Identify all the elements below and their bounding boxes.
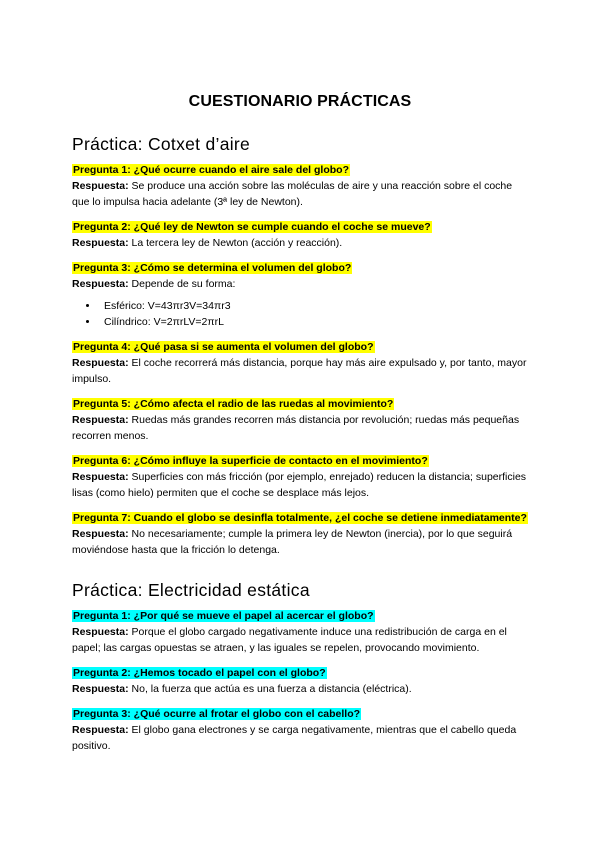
answer <box>72 624 528 656</box>
answer <box>72 235 528 251</box>
section-title: Práctica: Electricidad estática <box>72 580 310 600</box>
question-text: Pregunta 2: ¿Qué ley de Newton se cumple cuando el coche se mueve? <box>73 221 431 233</box>
answer <box>72 178 528 210</box>
question-text: Pregunta 3: ¿Cómo se determina el volumen del globo? <box>73 262 352 274</box>
answer <box>72 355 528 387</box>
question <box>72 396 528 412</box>
qa-list <box>72 608 528 754</box>
question-text: Pregunta 2: ¿Hemos tocado el papel con el globo? <box>73 667 326 679</box>
qa-item-3 <box>72 260 528 330</box>
answer-label: Respuesta: <box>72 414 129 426</box>
section-cotxet-aire <box>72 133 528 558</box>
answer-text: Superficies con más fricción (por ejemplo, enrejado) reducen la distancia; superficies lisas (como hielo) permiten que el coche se desplace más lejos. <box>72 471 527 499</box>
question <box>72 608 528 624</box>
document-title: CUESTIONARIO PRÁCTICAS <box>188 93 412 110</box>
qa-item-2 <box>72 219 528 251</box>
qa-item-6 <box>72 453 528 501</box>
answer-label: Respuesta: <box>72 237 129 249</box>
answer-label: Respuesta: <box>72 180 129 192</box>
qa-item-4 <box>72 339 528 387</box>
answer <box>72 276 528 292</box>
answer-label: Respuesta: <box>72 683 129 695</box>
question-text: Pregunta 1: ¿Por qué se mueve el papel al acercar el globo? <box>73 610 374 622</box>
answer <box>72 681 528 697</box>
answer-label: Respuesta: <box>72 626 129 638</box>
formula-item-cylinder: • Cilíndrico: V=2πrLV=2πrL <box>99 314 528 330</box>
answer-text: Depende de su forma: <box>131 278 236 290</box>
answer-label: Respuesta: <box>72 278 129 290</box>
answer-text: El coche recorrerá más distancia, porque hay más aire expulsado y, por tanto, mayor impulso. <box>72 357 527 385</box>
qa-item-3 <box>72 706 528 754</box>
section-title: Práctica: Cotxet d’aire <box>72 134 251 154</box>
question-text: Pregunta 6: ¿Cómo influye la superficie de contacto en el movimiento? <box>73 455 428 467</box>
question-text: Pregunta 4: ¿Qué pasa si se aumenta el volumen del globo? <box>73 341 374 353</box>
question <box>72 510 528 526</box>
question <box>72 665 528 681</box>
qa-item-7 <box>72 510 528 558</box>
answer <box>72 412 528 444</box>
answer-text: No necesariamente; cumple la primera ley de Newton (inercia), por lo que seguirá moviéndose hasta que la fricción lo detenga. <box>72 528 513 556</box>
qa-list <box>72 162 528 558</box>
answer-label: Respuesta: <box>72 471 129 483</box>
question <box>72 453 528 469</box>
answer <box>72 469 528 501</box>
question <box>72 219 528 235</box>
section-electricidad-estatica <box>72 579 528 754</box>
qa-item-5 <box>72 396 528 444</box>
question-text: Pregunta 5: ¿Cómo afecta el radio de las ruedas al movimiento? <box>73 398 394 410</box>
answer-label: Respuesta: <box>72 357 129 369</box>
qa-item-1 <box>72 162 528 210</box>
question <box>72 260 528 276</box>
answer-text: La tercera ley de Newton (acción y reacción). <box>131 237 343 249</box>
answer <box>72 526 528 558</box>
formula-list <box>72 298 528 330</box>
question-text: Pregunta 7: Cuando el globo se desinfla totalmente, ¿el coche se detiene inmediatamente? <box>73 512 527 524</box>
qa-item-1 <box>72 608 528 656</box>
formula-item-sphere: • Esférico: V=43πr3V=34πr3 <box>99 298 528 314</box>
answer <box>72 722 528 754</box>
answer-text: El globo gana electrones y se carga negativamente, mientras que el cabello queda positivo. <box>72 724 517 752</box>
answer-text: Se produce una acción sobre las moléculas de aire y una reacción sobre el coche que lo impulsa hacia adelante (3ª ley de Newton). <box>72 180 513 208</box>
question-text: Pregunta 1: ¿Qué ocurre cuando el aire sale del globo? <box>73 164 349 176</box>
answer-text: Porque el globo cargado negativamente induce una redistribución de carga en el papel; las cargas opuestas se atraen, y las iguales se repelen, provocando movimiento. <box>72 626 507 654</box>
answer-text: Ruedas más grandes recorren más distancia por revolución; ruedas más pequeñas recorren menos. <box>72 414 520 442</box>
answer-label: Respuesta: <box>72 724 129 736</box>
question-text: Pregunta 3: ¿Qué ocurre al frotar el globo con el cabello? <box>73 708 361 720</box>
qa-item-2 <box>72 665 528 697</box>
question <box>72 162 528 178</box>
answer-label: Respuesta: <box>72 528 129 540</box>
answer-text: No, la fuerza que actúa es una fuerza a distancia (eléctrica). <box>131 683 412 695</box>
question <box>72 706 528 722</box>
question <box>72 339 528 355</box>
